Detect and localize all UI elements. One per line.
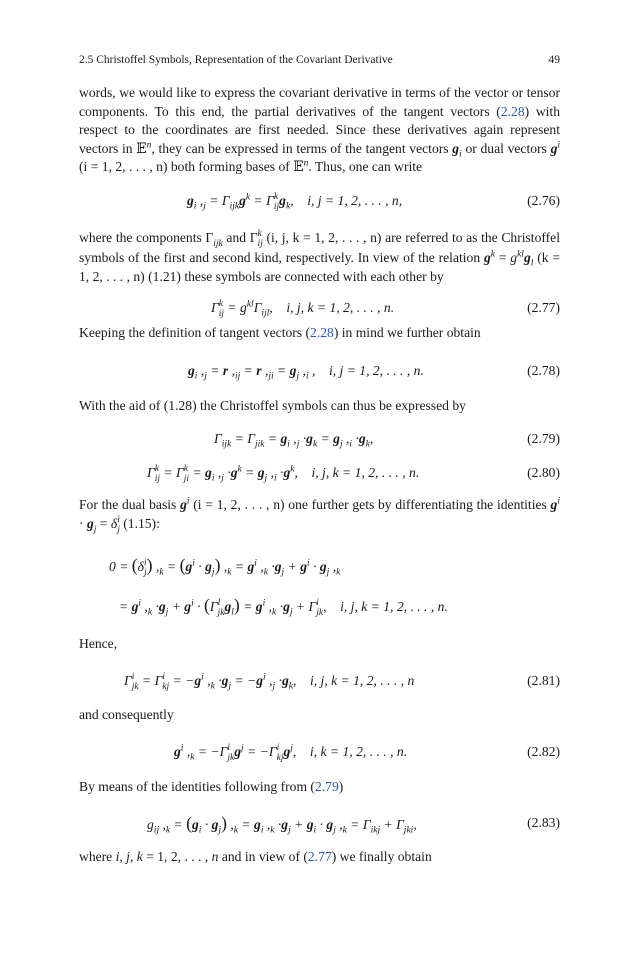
paragraph-expressed: With the aid of (1.28) the Christoffel symbols can thus be expressed by xyxy=(79,398,466,413)
paragraph-by-means: By means of the identities following from (2.79) xyxy=(79,779,344,794)
page-number: 49 xyxy=(548,54,560,66)
equation-number: (2.79) xyxy=(527,431,560,446)
equation-2-80: Γ k ij = Γ k ji = $g_i$ $,_j \cdot g^k = g_j$ $,_i \cdot g^k$, i, j, k = 1, 2, . . . , n. (2.80) xyxy=(147,463,560,484)
equation-2-76: $g_i$ $,_j = \Gamma_{ijk}g^k = \Gamma$ k ij $g_k$, i, j = 1, 2, . . . , n, (2.76) xyxy=(187,191,560,212)
paragraph-tangent: Keeping the definition of tangent vectors (2.28) in mind we further obtain xyxy=(79,325,481,340)
equation-number: (2.80) xyxy=(527,465,560,480)
paragraph-christoffel-definition: where the components $\Gamma_{ijk}$ and Γ k ij (i, j, k = 1, 2, . . . , n) are referred to as the Christoffel symbols of the first and second kind, respectively. In view of the relation $g^k = g^{kl}g_l$ (k = 1, 2, . . . , n) (1.21) these symbols are connected with each other by xyxy=(79,229,560,284)
eq-link-2-77[interactable]: 2.77 xyxy=(307,849,332,864)
paragraph-hence: Hence, xyxy=(79,636,118,651)
eq-link-2-79[interactable]: 2.79 xyxy=(314,779,339,794)
equation-2-77: Γ k ij = $g^{kl}\Gamma_{ijl}$, i, j, k = 1, 2, . . . , n. (2.77) xyxy=(211,298,560,319)
equation-2-83: $g_{ij}$ $,_k = (g_i \cdot g_j) ,_k = g_i$ $,_k \cdot g_j + g_i \cdot g_j$ $,_k = \Gamma_{ikj} + \Gamma_{jki}$, (2.83) xyxy=(147,813,560,836)
equation-number: (2.78) xyxy=(527,363,560,378)
derivation-line-2: = $g^i$ $,_k \cdot g_j + g^i \cdot (\Gamma$ l jk $g_l) = g^i$ $,_k \cdot g_j + \Gamma$ i jk , i, j, k = 1, 2, . . . , n. xyxy=(119,595,448,618)
eq-link-2-28[interactable]: 2.28 xyxy=(500,103,525,119)
equation-number: (2.83) xyxy=(527,815,560,830)
equation-number: (2.77) xyxy=(527,300,560,315)
equation-2-82: $g^i$ $,_k = -\Gamma$ i jk $g^j = -\Gamma$ i kj $g^j$, i, k = 1, 2, . . . , n. (2.82) xyxy=(174,742,560,763)
derivation-line-1: 0 = (δ i j ) $,_k = (g^i \cdot g_j) ,_k = g^i$ $,_k \cdot g_j + g^i \cdot g_j$ $,_k$ xyxy=(109,555,341,578)
section-title: 2.5 Christoffel Symbols, Representation of the Covariant Derivative xyxy=(79,54,393,66)
paragraph-dual-basis: For the dual basis $g^i$ (i = 1, 2, . . . , n) one further gets by differentiating the identities $g^i \cdot g_j = \delta$ i j (1.15): xyxy=(79,496,560,535)
eq-link-2-28[interactable]: 2.28 xyxy=(310,325,334,340)
paragraph-finally: where i, j, k = 1, 2, . . . , n and in view of (2.77) we finally obtain xyxy=(79,849,432,864)
equation-number: (2.82) xyxy=(527,744,560,759)
paragraph-consequently: and consequently xyxy=(79,707,174,722)
equation-number: (2.81) xyxy=(527,673,560,688)
equation-2-81: Γ i jk = Γ i kj = $-g^i$ $,_k \cdot g_j = -g^i$ $,_j \cdot g_k$, i, j, k = 1, 2, . . . , n (2.81) xyxy=(124,671,560,692)
equation-2-78: $g_i$ $,_j = r$ $,_{ij} = r$ $,_{ji} = g_j$ $,_i$ , i, j = 1, 2, . . . , n. (2.78) xyxy=(79,360,560,382)
equation-number: (2.76) xyxy=(527,193,560,208)
running-header xyxy=(79,54,560,68)
paragraph-intro: words, we would like to express the covariant derivative in terms of the vector or tensor components. To this end, the partial derivatives of the tangent vectors (2.28) with respect to the coordinates are first needed. Since these derivatives again represent vectors in 𝔼$^n$, they can be expressed in terms of the tangent vectors $g_i$ or dual vectors $g^i$ (i = 1, 2, . . . , n) both forming bases of 𝔼$^n$. Thus, one can write xyxy=(79,85,561,175)
equation-2-79: $\Gamma_{ijk} = \Gamma_{jik} = g_i$ $,_j \cdot g_k = g_j$ $,_i \cdot g_k$, (2.79) xyxy=(79,428,560,450)
